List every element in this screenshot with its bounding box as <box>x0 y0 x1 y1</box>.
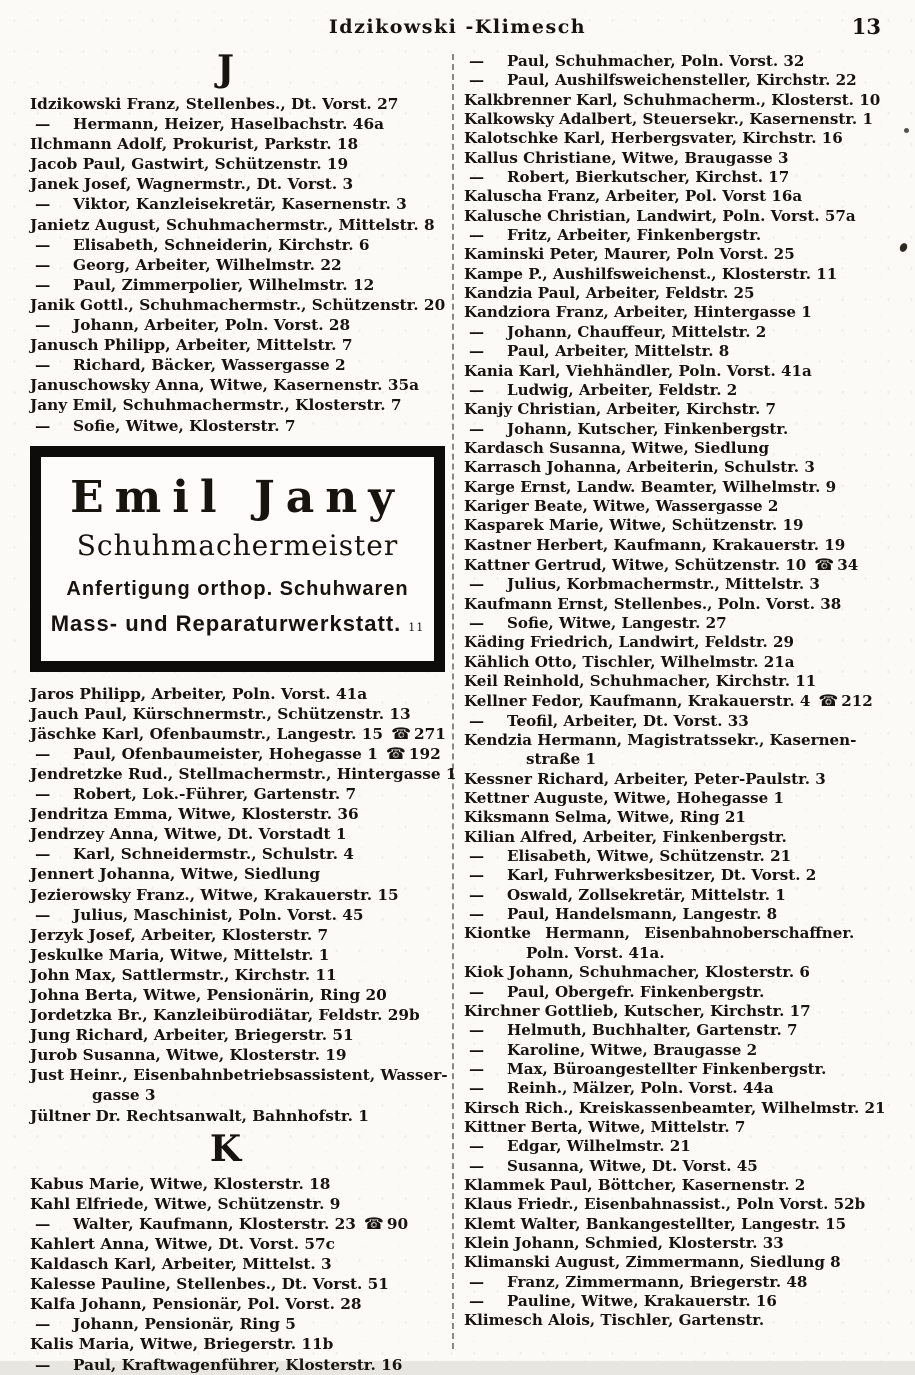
directory-entry: Jezierowsky Franz., Witwe, Krakauerstr. 15 <box>30 885 399 904</box>
ditto-dash: — <box>469 905 485 924</box>
directory-entry: — Fritz, Arbeiter, Finkenbergstr. <box>464 226 912 245</box>
ditto-dash: — <box>35 1315 51 1334</box>
directory-entry: Kellner Fedor, Kaufmann, Krakauerstr. 4 ☎ 212 <box>464 691 873 711</box>
ditto-dash: — <box>35 1214 51 1233</box>
directory-entry: Kessner Richard, Arbeiter, Peter-Paulstr. 3 <box>464 769 826 788</box>
directory-entry: Klimanski August, Zimmermann, Siedlung 8 <box>464 1253 841 1272</box>
directory-entry: Kaldasch Karl, Arbeiter, Mittelst. 3 <box>30 1255 332 1274</box>
directory-entry: — Max, Büroangestellter Finkenbergstr. <box>464 1060 912 1079</box>
page-number: 13 <box>851 14 881 39</box>
phone-number: 271 <box>414 724 446 743</box>
directory-entry: — Karl, Fuhrwerksbesitzer, Dt. Vorst. 2 <box>464 866 912 885</box>
directory-entry: Kirchner Gottlieb, Kutscher, Kirchstr. 17 <box>464 1001 811 1020</box>
directory-entry: — Paul, Obergefr. Finkenbergstr. <box>464 983 912 1002</box>
directory-entry: John Max, Sattlermstr., Kirchstr. 11 <box>30 965 337 984</box>
directory-entry: Jacob Paul, Gastwirt, Schützenstr. 19 <box>30 155 349 174</box>
ditto-dash: — <box>35 416 51 435</box>
ditto-dash: — <box>469 52 485 70</box>
directory-entry: — Franz, Zimmermann, Briegerstr. 48 <box>464 1273 912 1292</box>
ditto-dash: — <box>469 885 485 904</box>
directory-entry: Jany Emil, Schuhmachermstr., Klosterstr. 7 <box>30 396 402 415</box>
directory-entry: Jauch Paul, Kürschnermstr., Schützenstr. 13 <box>30 704 411 723</box>
telephone-icon: ☎ <box>385 743 406 763</box>
ditto-dash: — <box>469 575 485 594</box>
ad-text: Mass- und Reparaturwerkstatt. <box>50 610 402 636</box>
directory-entry: Kirsch Rich., Kreiskassenbeamter, Wilhelmstr. 21 <box>464 1098 886 1117</box>
directory-entry: Jordetzka Br., Kanzleibürodiätar, Feldstr. 29b <box>30 1006 420 1025</box>
directory-entry: Kählich Otto, Tischler, Wilhelmstr. 21a <box>464 652 795 671</box>
ad-ref-number: 11 <box>408 620 425 634</box>
directory-entry: Janek Josef, Wagnermstr., Dt. Vorst. 3 <box>30 175 354 194</box>
directory-entry: Karrasch Johanna, Arbeiterin, Schulstr. 3 <box>464 458 815 477</box>
directory-entry: Jerzyk Josef, Arbeiter, Klosterstr. 7 <box>30 925 329 944</box>
directory-entry: — Paul, Handelsmann, Langestr. 8 <box>464 905 912 924</box>
directory-entry: Kittner Berta, Witwe, Mittelstr. 7 <box>464 1117 746 1136</box>
ditto-dash: — <box>469 1156 485 1175</box>
ditto-dash: — <box>35 845 51 864</box>
telephone-icon: ☎ <box>814 554 835 574</box>
directory-entry: — Johann, Pensionär, Ring 5 <box>30 1314 451 1334</box>
ditto-dash: — <box>35 275 51 294</box>
directory-entry: — Karoline, Witwe, Braugasse 2 <box>464 1041 912 1060</box>
directory-entry: Klimesch Alois, Tischler, Gartenstr. <box>464 1311 765 1330</box>
directory-entry: — Robert, Lok.-Führer, Gartenstr. 7 <box>30 784 451 804</box>
directory-entry: Jeskulke Maria, Witwe, Mittelstr. 1 <box>30 945 330 964</box>
telephone-icon: ☎ <box>391 723 411 743</box>
directory-entry: Kabus Marie, Witwe, Klosterstr. 18 <box>30 1174 331 1193</box>
directory-entry: Kariger Beate, Witwe, Wassergasse 2 <box>464 496 779 515</box>
directory-entry: Idzikowski Franz, Stellenbes., Dt. Vorst. 27 <box>30 95 399 113</box>
directory-entry: — Paul, Zimmerpolier, Wilhelmstr. 12 <box>30 275 451 295</box>
directory-entry: Jäschke Karl, Ofenbaumstr., Langestr. 15 ☎ 271 <box>30 723 446 743</box>
directory-entry: Kiksmann Selma, Witwe, Ring 21 <box>464 808 746 827</box>
ditto-dash: — <box>35 235 51 254</box>
ditto-dash: — <box>469 380 485 399</box>
directory-entry: Klaus Friedr., Eisenbahnassist., Poln Vorst. 52b <box>464 1195 866 1214</box>
directory-entry: Käding Friedrich, Landwirt, Feldstr. 29 <box>464 633 795 652</box>
directory-entry: — Sofie, Witwe, Langestr. 27 <box>464 614 912 633</box>
directory-entry: — Johann, Arbeiter, Poln. Vorst. 28 <box>30 315 451 335</box>
ditto-dash: — <box>469 71 485 90</box>
directory-entry: — Pauline, Witwe, Krakauerstr. 16 <box>464 1292 912 1311</box>
directory-entry: Kandzia Paul, Arbeiter, Feldstr. 25 <box>464 284 755 303</box>
directory-entry: — Johann, Chauffeur, Mittelstr. 2 <box>464 323 912 342</box>
directory-entry: Kilian Alfred, Arbeiter, Finkenbergstr. <box>464 827 787 846</box>
directory-entry: — Sofie, Witwe, Klosterstr. 7 <box>30 416 451 436</box>
directory-entry: Kallus Christiane, Witwe, Braugasse 3 <box>464 148 789 167</box>
ad-text-line <box>45 607 430 645</box>
ditto-dash: — <box>469 1059 485 1078</box>
directory-entry: Jaros Philipp, Arbeiter, Poln. Vorst. 41a <box>30 684 368 703</box>
directory-entry: — Paul, Aushilfsweichensteller, Kirchstr. 22 <box>464 71 912 90</box>
directory-entry: — Walter, Kaufmann, Klosterstr. 23 ☎ 90 <box>30 1214 451 1234</box>
column-divider <box>452 54 454 1349</box>
column-right <box>464 52 912 1331</box>
directory-entry: Janietz August, Schuhmachermstr., Mittelstr. 8 <box>30 215 435 234</box>
directory-entry-continuation: straße 1 <box>526 750 597 769</box>
directory-entry: Jennert Johanna, Witwe, Siedlung <box>30 865 321 884</box>
directory-entry: — Paul, Ofenbaumeister, Hohegasse 1 ☎ 192 <box>30 744 451 764</box>
directory-entry: Kettner Auguste, Witwe, Hohegasse 1 <box>464 789 785 808</box>
ditto-dash: — <box>469 322 485 341</box>
directory-entry: Kalkowsky Adalbert, Steuersekr., Kasernenstr. 1 <box>464 110 873 129</box>
ditto-dash: — <box>35 905 51 924</box>
directory-entry: Karge Ernst, Landw. Beamter, Wilhelmstr. 9 <box>464 477 837 496</box>
ditto-dash: — <box>469 168 485 187</box>
directory-entry: Keil Reinhold, Schuhmacher, Kirchstr. 11 <box>464 672 817 690</box>
directory-entry: — Paul, Arbeiter, Mittelstr. 8 <box>464 342 912 361</box>
directory-entry: — Helmuth, Buchhalter, Gartenstr. 7 <box>464 1021 912 1040</box>
directory-entry: Kandziora Franz, Arbeiter, Hintergasse 1 <box>464 303 812 322</box>
directory-entry: Kaufmann Ernst, Stellenbes., Poln. Vorst. 38 <box>464 594 842 613</box>
ditto-dash: — <box>35 115 51 134</box>
phone-number: 192 <box>408 744 441 763</box>
ditto-dash: — <box>469 342 485 361</box>
ditto-dash: — <box>469 847 485 866</box>
telephone-icon: ☎ <box>363 1213 384 1233</box>
directory-entry: Klein Johann, Schmied, Klosterstr. 33 <box>464 1233 784 1252</box>
directory-entry: Kastner Herbert, Kaufmann, Krakauerstr. 19 <box>464 535 846 554</box>
directory-entry: — Ludwig, Arbeiter, Feldstr. 2 <box>464 381 912 400</box>
ditto-dash: — <box>469 1040 485 1059</box>
ditto-dash: — <box>469 1137 485 1156</box>
ditto-dash: — <box>35 316 51 335</box>
directory-entry: — Julius, Maschinist, Poln. Vorst. 45 <box>30 905 451 925</box>
directory-entry: Jurob Susanna, Witwe, Klosterstr. 19 <box>30 1046 347 1065</box>
ditto-dash: — <box>469 866 485 885</box>
directory-entry: — Edgar, Wilhelmstr. 21 <box>464 1137 912 1156</box>
directory-entry: Januschowsky Anna, Witwe, Kasernenstr. 35a <box>30 376 420 395</box>
directory-entry: Kasparek Marie, Witwe, Schützenstr. 19 <box>464 516 804 535</box>
ditto-dash: — <box>469 1021 485 1040</box>
ad-title: Emil Jany <box>70 471 405 523</box>
directory-entry-continuation: Poln. Vorst. 41a. <box>526 943 665 962</box>
directory-entry: — Karl, Schneidermstr., Schulstr. 4 <box>30 844 451 864</box>
directory-entry: — Paul, Kraftwagenführer, Klosterstr. 16 <box>30 1355 451 1375</box>
directory-entry: Janusch Philipp, Arbeiter, Mittelstr. 7 <box>30 336 353 355</box>
directory-entry: Jendritza Emma, Witwe, Klosterstr. 36 <box>30 805 359 824</box>
directory-entry: — Viktor, Kanzleisekretär, Kasernenstr. 3 <box>30 194 451 214</box>
directory-entry: Jültner Dr. Rechtsanwalt, Bahnhofstr. 1 <box>30 1106 369 1125</box>
telephone-icon: ☎ <box>818 691 839 711</box>
directory-entry: Kalesse Pauline, Stellenbes., Dt. Vorst. 51 <box>30 1275 389 1294</box>
directory-entry: Kalfa Johann, Pensionär, Pol. Vorst. 28 <box>30 1295 362 1314</box>
directory-entry: Kanjy Christian, Arbeiter, Kirchstr. 7 <box>464 400 777 419</box>
ditto-dash: — <box>469 1292 485 1310</box>
directory-entry: Kiontke Hermann, Eisenbahnoberschaffner. <box>464 924 855 943</box>
ditto-dash: — <box>35 356 51 375</box>
directory-entry: Jendrzey Anna, Witwe, Dt. Vorstadt 1 <box>30 825 347 844</box>
ditto-dash: — <box>469 1079 485 1098</box>
directory-entry: — Robert, Bierkutscher, Kirchst. 17 <box>464 168 912 187</box>
directory-entry: — Richard, Bäcker, Wassergasse 2 <box>30 355 451 375</box>
ad-subtitle: Schuhmachermeister <box>76 528 399 562</box>
ditto-dash: — <box>469 226 485 245</box>
directory-entry: Kattner Gertrud, Witwe, Schützenstr. 10 ☎ 34 <box>464 554 859 574</box>
directory-entry: Janik Gottl., Schuhmachermstr., Schützenstr. 20 <box>30 295 446 314</box>
ink-speck <box>904 128 909 133</box>
phone-number: 90 <box>386 1214 409 1233</box>
directory-entry: Klammek Paul, Böttcher, Kasernenstr. 2 <box>464 1175 806 1194</box>
ditto-dash: — <box>469 711 485 730</box>
ditto-dash: — <box>469 613 485 632</box>
directory-entry: — Johann, Kutscher, Finkenbergstr. <box>464 420 912 439</box>
directory-entry: Just Heinr., Eisenbahnbetriebsassistent, Wasser- <box>30 1066 448 1085</box>
directory-entry: — Elisabeth, Witwe, Schützenstr. 21 <box>464 847 912 866</box>
ditto-dash: — <box>35 255 51 274</box>
phone-number: 34 <box>837 555 859 574</box>
ditto-dash: — <box>469 1272 485 1291</box>
directory-entry-continuation: gasse 3 <box>92 1086 156 1105</box>
directory-entry: — Reinh., Mälzer, Poln. Vorst. 44a <box>464 1079 912 1098</box>
directory-entry: — Oswald, Zollsekretär, Mittelstr. 1 <box>464 886 912 905</box>
directory-entry: — Georg, Arbeiter, Wilhelmstr. 22 <box>30 255 451 275</box>
directory-entry: — Paul, Schuhmacher, Poln. Vorst. 32 <box>464 52 912 71</box>
directory-entry: Kalotschke Karl, Herbergsvater, Kirchstr. 16 <box>464 129 843 148</box>
directory-entry: Kampe P., Aushilfsweichenst., Klosterstr. 11 <box>464 264 838 283</box>
directory-entry: — Elisabeth, Schneiderin, Kirchstr. 6 <box>30 235 451 255</box>
directory-entry: — Susanna, Witwe, Dt. Vorst. 45 <box>464 1157 912 1176</box>
directory-entry: Kalusche Christian, Landwirt, Poln. Vorst. 57a <box>464 206 856 225</box>
ditto-dash: — <box>469 982 485 1001</box>
directory-entry: Kahl Elfriede, Witwe, Schützenstr. 9 <box>30 1194 341 1213</box>
directory-entry: Jung Richard, Arbeiter, Briegerstr. 51 <box>30 1026 354 1045</box>
page-header <box>0 16 915 38</box>
directory-entry: — Teofil, Arbeiter, Dt. Vorst. 33 <box>464 712 912 731</box>
column-left <box>30 46 457 1375</box>
phone-number: 212 <box>841 692 873 711</box>
directory-entry: Kahlert Anna, Witwe, Dt. Vorst. 57c <box>30 1234 335 1253</box>
directory-entry: Jendretzke Rud., Stellmachermstr., Hintergasse 1 <box>30 764 457 783</box>
directory-entry: Kardasch Susanna, Witwe, Siedlung <box>464 438 770 457</box>
directory-entry: Kalkbrenner Karl, Schuhmacherm., Klosterst. 10 <box>464 90 881 109</box>
directory-entry: Kalis Maria, Witwe, Briegerstr. 11b <box>30 1335 334 1354</box>
ditto-dash: — <box>35 744 51 763</box>
ditto-dash: — <box>35 1355 51 1374</box>
directory-entry: Kendzia Hermann, Magistratssekr., Kasernen- <box>464 731 857 750</box>
directory-entry: Kania Karl, Viehhändler, Poln. Vorst. 41a <box>464 361 812 380</box>
directory-entry: — Julius, Korbmachermstr., Mittelstr. 3 <box>464 575 912 594</box>
directory-entry: — Hermann, Heizer, Haselbachstr. 46a <box>30 114 451 134</box>
ditto-dash: — <box>35 785 51 804</box>
directory-entry: Kiok Johann, Schuhmacher, Klosterstr. 6 <box>464 963 810 982</box>
directory-entry: Ilchmann Adolf, Prokurist, Parkstr. 18 <box>30 135 359 154</box>
directory-entry: Kaluscha Franz, Arbeiter, Pol. Vorst 16a <box>464 187 803 206</box>
directory-entry: Kaminski Peter, Maurer, Poln Vorst. 25 <box>464 245 795 264</box>
directory-entry: Johna Berta, Witwe, Pensionärin, Ring 20 <box>30 986 387 1004</box>
section-heading-j: J <box>216 48 235 90</box>
running-head-title: Idzikowski -Klimesch <box>328 16 587 38</box>
section-heading-k: K <box>209 1127 242 1170</box>
ditto-dash: — <box>469 419 485 438</box>
directory-entry: Klemt Walter, Bankangestellter, Langestr. 15 <box>464 1214 847 1233</box>
ditto-dash: — <box>35 195 51 214</box>
ad-text-line: Anfertigung orthop. Schuhwaren <box>66 577 409 600</box>
advertisement-box <box>30 446 445 672</box>
